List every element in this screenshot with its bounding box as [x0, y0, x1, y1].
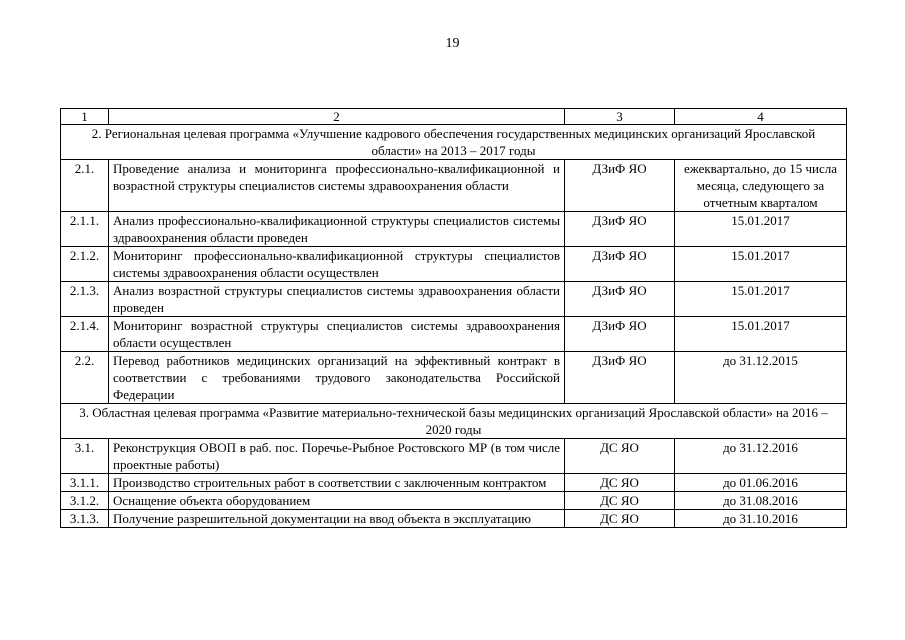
row-number: 3.1.1.	[61, 474, 109, 492]
section-row	[61, 404, 847, 439]
table-row	[61, 282, 847, 317]
row-deadline: 15.01.2017	[675, 247, 847, 282]
row-executor: ДС ЯО	[565, 510, 675, 528]
row-description: Получение разрешительной документации на ввод объекта в эксплуатацию	[109, 510, 565, 528]
row-description: Реконструкция ОВОП в раб. пос. Поречье-Рыбное Ростовского МР (в том числе проектные работы)	[109, 439, 565, 474]
row-executor: ДЗиФ ЯО	[565, 160, 675, 212]
row-number: 2.1.4.	[61, 317, 109, 352]
row-number: 2.1.3.	[61, 282, 109, 317]
section-title: 2. Региональная целевая программа «Улучшение кадрового обеспечения государственных медицинских организаций Ярославской области» на 2013 – 2017 годы	[61, 125, 847, 160]
table-row	[61, 160, 847, 212]
row-executor: ДС ЯО	[565, 492, 675, 510]
row-description: Анализ возрастной структуры специалистов системы здравоохранения области проведен	[109, 282, 565, 317]
row-executor: ДС ЯО	[565, 439, 675, 474]
plan-table	[60, 108, 847, 528]
page-number: 19	[445, 36, 460, 51]
row-number: 2.1.1.	[61, 212, 109, 247]
row-number: 3.1.2.	[61, 492, 109, 510]
row-description: Перевод работников медицинских организаций на эффективный контракт в соответствии с требованиями трудового законодательства Российской Федерации	[109, 352, 565, 404]
row-description: Мониторинг возрастной структуры специалистов системы здравоохранения области осуществлен	[109, 317, 565, 352]
row-deadline: 15.01.2017	[675, 212, 847, 247]
row-description: Оснащение объекта оборудованием	[109, 492, 565, 510]
table-row	[61, 474, 847, 492]
row-deadline: до 01.06.2016	[675, 474, 847, 492]
row-executor: ДЗиФ ЯО	[565, 212, 675, 247]
section-title: 3. Областная целевая программа «Развитие материально-технической базы медицинских организаций Ярославской области» на 2016 – 2020 годы	[61, 404, 847, 439]
header-col-3: 3	[565, 109, 675, 125]
row-number: 3.1.3.	[61, 510, 109, 528]
header-col-2: 2	[109, 109, 565, 125]
row-number: 3.1.	[61, 439, 109, 474]
table-row	[61, 352, 847, 404]
table-row	[61, 317, 847, 352]
row-deadline: 15.01.2017	[675, 282, 847, 317]
row-deadline: ежеквартально, до 15 числа месяца, следующего за отчетным кварталом	[675, 160, 847, 212]
section-row	[61, 125, 847, 160]
row-deadline: до 31.10.2016	[675, 510, 847, 528]
row-executor: ДЗиФ ЯО	[565, 282, 675, 317]
row-executor: ДС ЯО	[565, 474, 675, 492]
row-executor: ДЗиФ ЯО	[565, 317, 675, 352]
header-col-4: 4	[675, 109, 847, 125]
table-row	[61, 247, 847, 282]
row-deadline: 15.01.2017	[675, 317, 847, 352]
table-row	[61, 492, 847, 510]
row-description: Мониторинг профессионально-квалификационной структуры специалистов системы здравоохранения области осуществлен	[109, 247, 565, 282]
row-description: Проведение анализа и мониторинга профессионально-квалификационной и возрастной структуры специалистов системы здравоохранения области	[109, 160, 565, 212]
table-row	[61, 510, 847, 528]
row-executor: ДЗиФ ЯО	[565, 247, 675, 282]
row-number: 2.2.	[61, 352, 109, 404]
row-deadline: до 31.12.2015	[675, 352, 847, 404]
table-header-row	[61, 109, 847, 125]
table-row	[61, 439, 847, 474]
row-deadline: до 31.12.2016	[675, 439, 847, 474]
table-row	[61, 212, 847, 247]
header-col-1: 1	[61, 109, 109, 125]
row-number: 2.1.2.	[61, 247, 109, 282]
row-executor: ДЗиФ ЯО	[565, 352, 675, 404]
row-number: 2.1.	[61, 160, 109, 212]
row-deadline: до 31.08.2016	[675, 492, 847, 510]
row-description: Производство строительных работ в соответствии с заключенным контрактом	[109, 474, 565, 492]
row-description: Анализ профессионально-квалификационной структуры специалистов системы здравоохранения области проведен	[109, 212, 565, 247]
